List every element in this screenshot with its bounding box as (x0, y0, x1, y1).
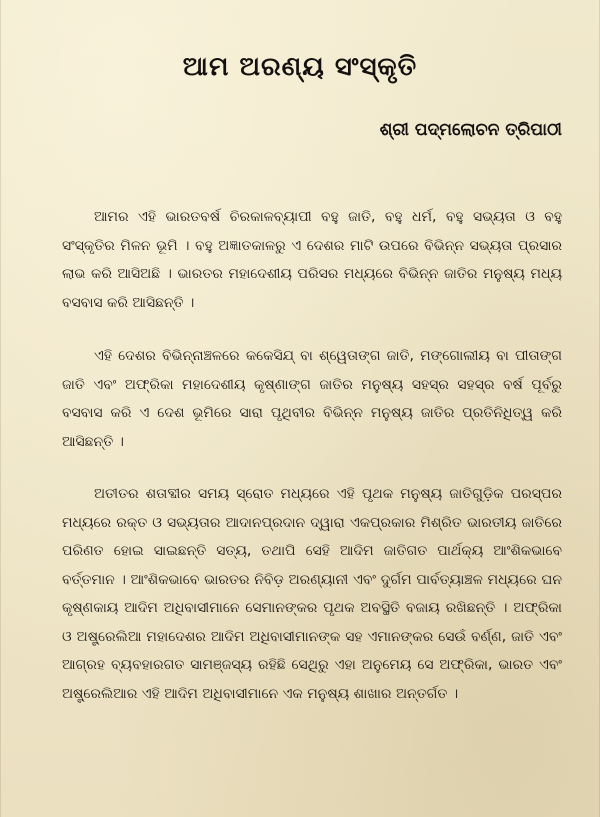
paragraph-2-text: ଏହି ଦେଶର ବିଭିନ୍ନାଞ୍ଚଳରେ କକେସିଯ୍ ବା ଶ୍ୱେତାଙ୍ଗ ଜାତି, ମଙ୍ଗୋଲୀୟ ବା ପୀତାଙ୍ଗ ଜାତି ଏବଂ ଅଫ୍ରିକା ମହାଦେଶୀୟ କୃଷ୍ଣାଙ୍ଗ ଜାତିର ମନୁଷ୍ୟ ସହସ୍ର ସହସ୍ର ବର୍ଷ ପୂର୍ବରୁ ବସବାସ କରି ଏ ଦେଶ ଭୂମିରେ ସାରା ପୃଥିବୀର ବିଭିନ୍ନ ମନୁଷ୍ୟ ଜାତିର ପ୍ରତିନିଧିତ୍ୱ କରି ଆସିଛନ୍ତି । (62, 348, 562, 450)
paragraph-2 (62, 342, 562, 456)
paragraph-1 (62, 203, 562, 317)
paragraph-3-text: ଅତୀତର ଶତାବ୍ଦୀର ସମୟ ସ୍ରୋତ ମଧ୍ୟରେ ଏହି ପୃଥକ ମନୁଷ୍ୟ ଜାତିଗୁଡ଼ିକ ପରସ୍ପର ମଧ୍ୟରେ ରକ୍ତ ଓ ସଭ୍ୟତାର ଆଦାନପ୍ରଦାନ ଦ୍ୱାରା ଏକପ୍ରକାର ମିଶ୍ରିତ ଭାରତୀୟ ଜାତିରେ ପରିଣତ ହୋଇ ସାଇଛନ୍ତି ସତ୍ୟ, ତଥାପି ସେହି ଆଦିମ ଜାତିଗତ ପାର୍ଥକ୍ୟ ଆଂଶିକଭାବେ ବର୍ତ୍ତମାନ । ଆଂଶିକଭାବେ ଭାରତର ନିବିଡ଼ ଅରଣ୍ୟାନୀ ଏବଂ ଦୁର୍ଗମ ପାର୍ବତ୍ୟାଞ୍ଚଳ ମଧ୍ୟରେ ଘନ କୃଷ୍ଣକାୟ ଆଦିମ ଅଧିବାସୀମାନେ ସେମାନଙ୍କର ପୃଥକ ଅବସ୍ଥିତି ବଜାୟ ରଖିଛନ୍ତି । ଅଫ୍ରିକା ଓ ଅଷ୍ଟ୍ରେଲିଆ ମହାଦେଶର ଆଦିମ ଅଧିବାସୀମାନଙ୍କ ସହ ଏମାନଙ୍କର ସେଉଁ ବର୍ଣ୍ଣ, ଜାତି ଏବଂ ଆଗ୍ରହ ବ୍ୟବହାରଗତ ସାମଞ୍ଜସ୍ୟ ରହିଛି ସେଥିରୁ ଏହା ଅନୁମେୟ ସେ ଅଫ୍ରିକା, ଭାରତ ଏବଂ ଅଷ୍ଟ୍ରେଲିଆର ଏହି ଆଦିମ ଅଧିବାସୀମାନେ ଏକ ମନୁଷ୍ୟ ଶାଖାର ଅନ୍ତର୍ଗତ । (62, 486, 562, 702)
article-title: ଆମ ଅରଣ୍ୟ ସଂସ୍କୃତି (182, 52, 418, 82)
paragraph-1-text: ଆମର ଏହି ଭାରତବର୍ଷ ଚିରକାଳବ୍ୟାପୀ ବହୁ ଜାତି, ବହୁ ଧର୍ମ, ବହୁ ସଭ୍ୟତା ଓ ବହୁ ସଂସ୍କୃତିର ମିଳନ ଭୂମି । ବହୁ ଅଜ୍ଞାତକାଳରୁ ଏ ଦେଶର ମାଟି ଉପରେ ବିଭିନ୍ନ ସଭ୍ୟତା ପ୍ରସାର ଲାଭ କରି ଆସିଅଛି । ଭାରତର ମହାଦେଶୀୟ ପରିସର ମଧ୍ୟରେ ବିଭିନ୍ନ ଜାତିର ମନୁଷ୍ୟ ମଧ୍ୟ ବସବାସ କରି ଆସିଛନ୍ତି । (62, 209, 562, 311)
paragraph-3 (62, 480, 562, 708)
author-name: ଶ୍ରୀ ପଦ୍ମଲୋଚନ ତ୍ରିପାଠୀ (379, 120, 562, 140)
